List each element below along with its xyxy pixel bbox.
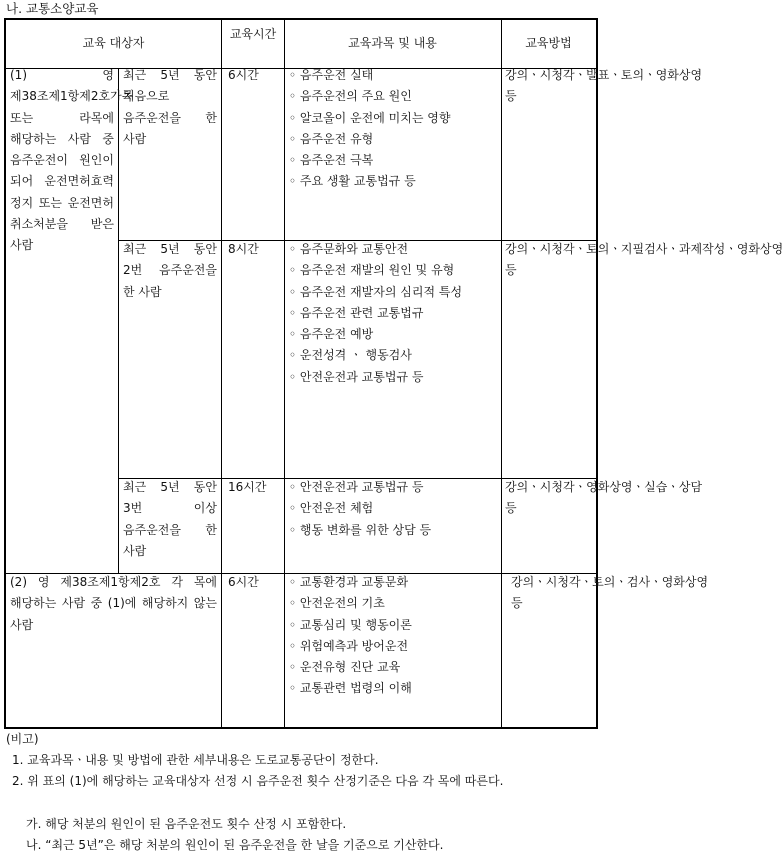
list-item: ◦ 음주문화와 교통안전 xyxy=(289,242,409,256)
group2-subjects xyxy=(289,572,499,700)
row1-target: 최근 5년 동안 처음으로 음주운전을 한 사람 xyxy=(123,68,217,146)
method-column-divider xyxy=(501,20,502,727)
list-item: ◦ 행동 변화를 위한 상담 등 xyxy=(289,522,432,537)
row3-target: 최근 5년 동안 3번 이상 음주운전을 한 사람 xyxy=(123,480,217,558)
list-item: ◦ 알코올이 운전에 미치는 영향 xyxy=(289,110,451,125)
header-target: 교육 대상자 xyxy=(82,36,145,50)
group1-label: (1) 영 제38조제1항제2호가목 또는 라목에 해당하는 사람 중 음주운전이 원인이 되어 운전면허효력 정지 또는 운전면허 취소처분을 받은 사람 xyxy=(10,68,134,253)
section-heading: 나. 교통소양교육 xyxy=(6,1,99,16)
group2-time: 6시간 xyxy=(228,575,259,589)
education-table xyxy=(4,18,783,729)
row2-time: 8시간 xyxy=(228,242,259,256)
group2-label: (2) 영 제38조제1항제2호 각 목에 해당하는 사람 중 (1)에 해당하지 않는 사람 xyxy=(10,575,217,632)
row1-method: 강의ㆍ시청각ㆍ발표ㆍ토의ㆍ영화상영 등 xyxy=(505,68,703,104)
list-item: ◦ 음주운전 관련 교통법규 xyxy=(289,305,424,320)
header-method: 교육방법 xyxy=(525,36,572,50)
group2-method: 강의ㆍ시청각ㆍ토의ㆍ검사ㆍ영화상영 등 xyxy=(511,575,709,611)
notes-title: (비고) xyxy=(6,732,39,746)
list-item: ◦ 안전운전과 교통법규 등 xyxy=(289,369,424,384)
row3-method: 강의ㆍ시청각ㆍ영화상영ㆍ실습ㆍ상담 등 xyxy=(505,480,703,516)
note-2b: 나. “최근 5년”은 해당 처분의 원인이 된 음주운전을 한 날을 기준으로 기산한다. xyxy=(26,838,444,852)
list-item: ◦ 음주운전 재발의 원인 및 유형 xyxy=(289,263,455,278)
subject-column-divider xyxy=(284,20,285,727)
list-item: ◦ 교통심리 및 행동이론 xyxy=(289,617,412,632)
list-item: ◦ 운전유형 진단 교육 xyxy=(289,660,401,675)
header-subjects: 교육과목 및 내용 xyxy=(348,36,437,50)
row3-time: 16시간 xyxy=(228,480,267,494)
list-item: ◦ 위험예측과 방어운전 xyxy=(289,638,409,653)
list-item: ◦ 안전운전과 교통법규 등 xyxy=(289,480,424,494)
note-2a: 가. 해당 처분의 원인이 된 음주운전도 횟수 산정 시 포함한다. xyxy=(26,817,347,831)
note-1: 1. 교육과목ㆍ내용 및 방법에 관한 세부내용은 도로교통공단이 정한다. xyxy=(12,753,379,767)
list-item: ◦ 음주운전 유형 xyxy=(289,131,374,146)
list-item: ◦ 음주운전 극복 xyxy=(289,153,374,168)
row2-method: 강의ㆍ시청각ㆍ토의ㆍ지필검사ㆍ과제작성ㆍ영화상영 등 xyxy=(505,242,783,278)
row1-subjects xyxy=(289,65,499,193)
list-item: ◦ 안전운전 체험 xyxy=(289,501,374,516)
list-item: ◦ 교통환경과 교통문화 xyxy=(289,575,409,589)
row2-subjects xyxy=(289,239,499,388)
subgroup-divider xyxy=(118,68,119,573)
row2-target: 최근 5년 동안 2번 음주운전을 한 사람 xyxy=(123,242,217,299)
list-item: ◦ 주요 생활 교통법규 등 xyxy=(289,174,416,189)
list-item: ◦ 음주운전 실태 xyxy=(289,68,374,82)
list-item: ◦ 음주운전의 주요 원인 xyxy=(289,89,412,104)
list-item: ◦ 교통관련 법령의 이해 xyxy=(289,681,412,696)
row3-subjects xyxy=(289,477,499,541)
list-item: ◦ 안전운전의 기초 xyxy=(289,596,385,611)
list-item: ◦ 운전성격 ㆍ 행동검사 xyxy=(289,348,412,363)
row1-time: 6시간 xyxy=(228,68,259,82)
header-time: 교육시간 xyxy=(229,27,277,41)
time-column-divider xyxy=(221,20,222,727)
list-item: ◦ 음주운전 재발자의 심리적 특성 xyxy=(289,284,463,299)
list-item: ◦ 음주운전 예방 xyxy=(289,327,374,342)
note-2: 2. 위 표의 (1)에 해당하는 교육대상자 선정 시 음주운전 횟수 산정기준은 다음 각 목에 따른다. xyxy=(12,774,504,788)
